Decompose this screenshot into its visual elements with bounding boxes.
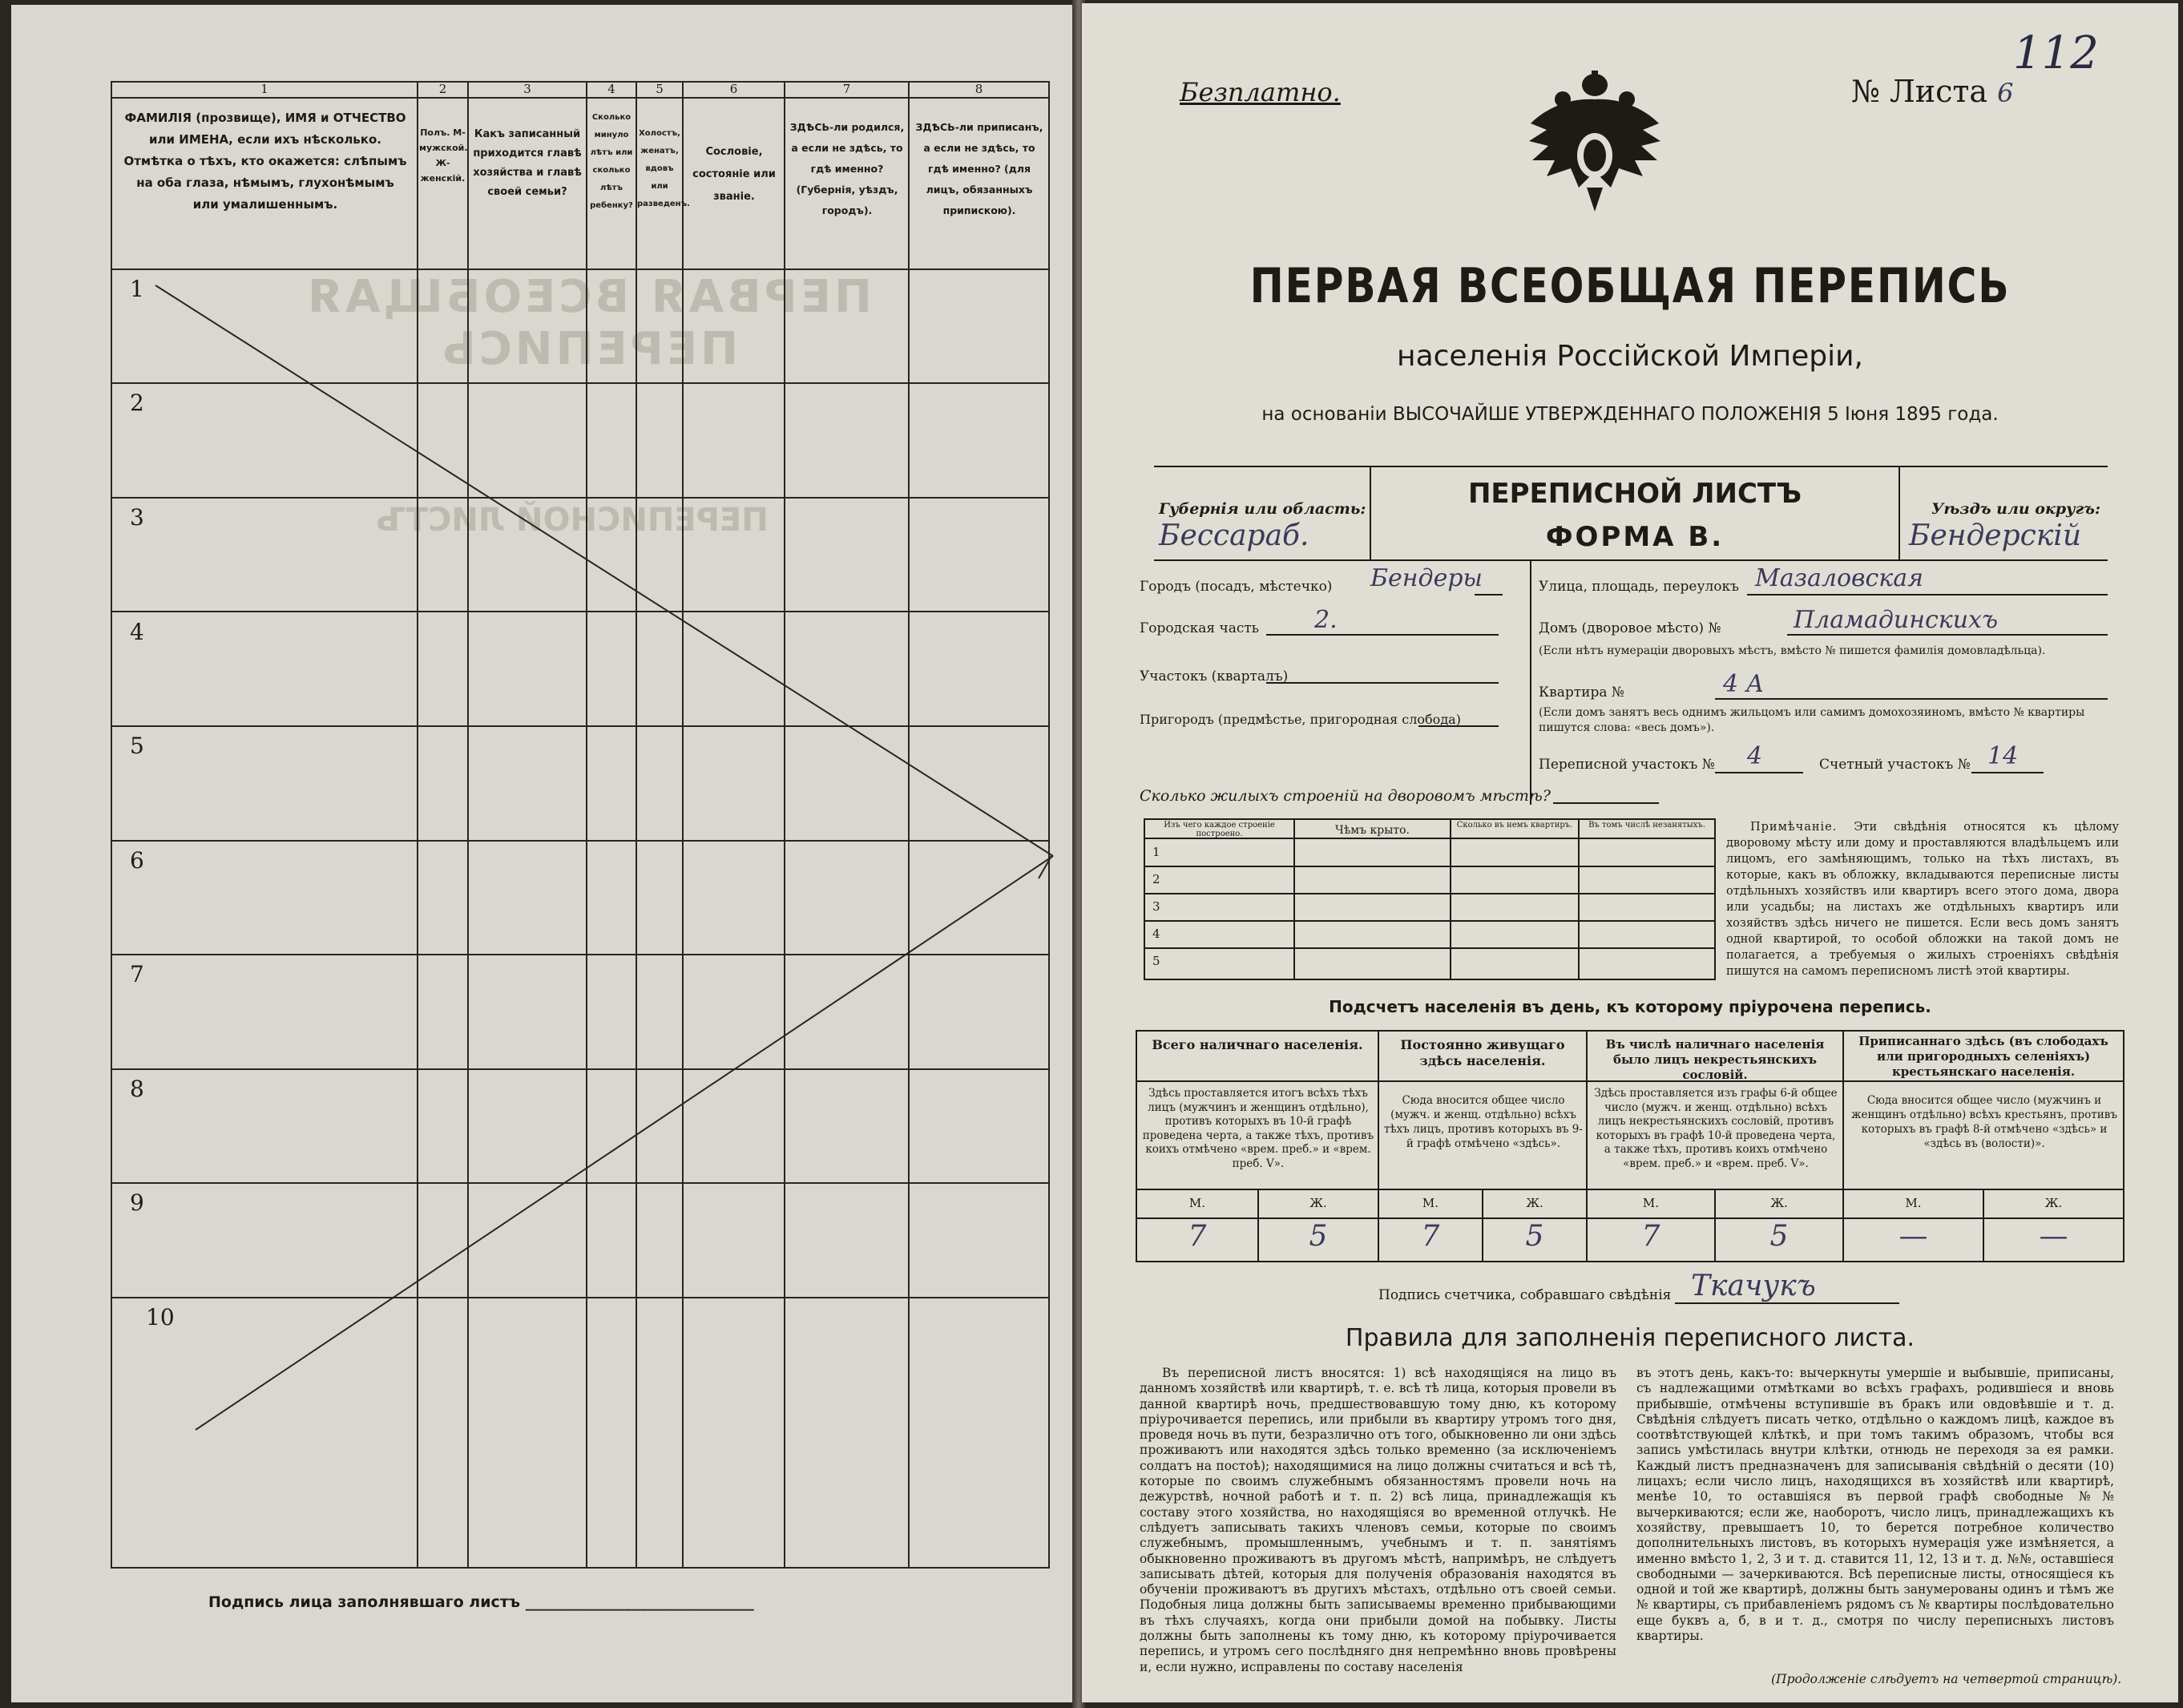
rules-right-column: въ этотъ день, какъ-то: вычеркнуты умершіе и выбывшіе, приписаны, съ надлежащими отмѣтками во всѣхъ графахъ, родившіеся и вновь прибывшіе, отмѣчены вступившіе въ бракъ или овдовѣвшіе и т. д. Свѣдѣнія слѣдуетъ писать четко, отдѣльно о каждомъ лицѣ, каждое въ соотвѣтствующей клѣткѣ, и при томъ такимъ образомъ, чтобы вся запись умѣстилась внутри клѣтки, отнюдь не переходя за ея рамки. Каждый листъ предназначенъ для записыванія свѣдѣній о десяти (10) лицахъ; если число лицъ, находящихся въ хозяйствѣ или квартирѣ, менѣе 10, то оставшіяся въ первой графѣ свободные №№ вычеркиваются; если же, наоборотъ, число лицъ, принадлежащихъ къ хозяйству, превышаетъ 10, то берется потребное количество дополнительныхъ листовъ, въ которыхъ нумерація уже измѣняется, а именно вмѣсто 1, 2, 3 и т. д. ставится 11, 12, 13 и т. д. №№, оставшіеся свободными — зачеркиваются. Всѣ переписные листы, относящіеся къ одной и той же квартирѣ, должны быть занумерованы одинъ и тѣмъ же № квартиры, съ прибавленіемъ рядомъ съ № квартиры послѣдовательно еще буквъ а, б, в и т. д., смотря по числу переписныхъ листовъ квартиры.	[1636, 1366, 2114, 1644]
archive-number: 112	[2013, 27, 2099, 79]
row-number-9: 9	[130, 1189, 144, 1216]
house-note: (Если нѣтъ нумераціи дворовыхъ мѣстъ, вмѣсто № пишется фамилія домовладѣльца).	[1539, 644, 2046, 657]
row-number-3: 3	[130, 504, 144, 531]
col-number-8: 8	[974, 82, 983, 96]
counter-signature-value: Ткачукъ	[1691, 1270, 1816, 1302]
count-district-value: 14	[1987, 742, 2019, 770]
summary-col-3-text: Здѣсь проставляется изъ графы 6-й общее число (мужч. и женщ. отдѣльно) всѣхъ лицъ некрестьянскихъ сословій, противъ которыхъ въ графѣ 10-й проведена черта, а также тѣхъ, противъ коихъ отмѣчено «врем. преб.» и «врем. преб. V».	[1594, 1087, 1838, 1170]
col-number-3: 3	[523, 82, 531, 96]
census-district-value: 4	[1747, 742, 1763, 770]
buildings-question: Сколько жилыхъ строеній на дворовомъ мѣстѣ?	[1140, 787, 1551, 805]
city-part-value: 2.	[1314, 606, 1338, 634]
summary-col-4-text: Сюда вносится общее число (мужчинъ и женщинъ отдѣльно) всѣхъ крестьянъ, противъ которыхъ въ графѣ 8-й отмѣчено «здѣсь» и «здѣсь въ (волости)».	[1851, 1094, 2117, 1150]
house-label: Домъ (дворовое мѣсто) №	[1539, 620, 1721, 636]
right-page	[1082, 3, 2178, 1702]
apt-label: Квартира №	[1539, 684, 1624, 701]
uezd-value: Бендерскій	[1909, 519, 2081, 552]
col-number-6: 6	[729, 82, 738, 96]
summary-col-1-text: Здѣсь проставляется итогъ всѣхъ тѣхъ лицъ (мужчинъ и женщинъ отдѣльно), противъ которыхъ въ 10-й графѣ проведена черта, а также тѣхъ, противъ коихъ отмѣчено «врем. преб.» и «врем. преб. V».	[1142, 1087, 1374, 1170]
house-value: Пламадинскихъ	[1794, 606, 1998, 634]
rules-left-column: Въ переписной листъ вносятся: 1) всѣ находящіяся на лицо въ данномъ хозяйствѣ или квартирѣ, т. е. всѣ тѣ лица, которыя провели въ данной квартирѣ ночь, предшествовавшую тому дню, къ которому пріурочивается перепись, или прибыли въ квартиру утромъ того дня, проведя ночь въ пути, безразлично отъ того, обыкновенно ли они здѣсь проживаютъ или находятся здѣсь только временно (за исключеніемъ солдатъ на постоѣ); находящимися на лицо должны считаться и всѣ тѣ, которые по своимъ служебнымъ обязанностямъ провели ночь на дежурствѣ, ночной работѣ и т. п. 2) всѣ лица, принадлежащія къ составу этого хозяйства, но находящіяся во временной отлучкѣ. Не слѣдуетъ записывать такихъ членовъ семьи, которые по своимъ служебнымъ, промышленнымъ, учебнымъ и т. п. занятіямъ обыкновенно проживаютъ въ другомъ мѣстѣ, напримѣръ, не слѣдуетъ записывать дѣтей, которыя для полученія образованія находятся въ обученіи проживаютъ въ другихъ мѣстахъ, отдѣльно отъ своей семьи. Подобныя лица должны быть записываемы временно прибывающими въ тѣхъ случаяхъ, когда они прибыли домой на побывку. Листы должны быть заполнены къ тому дню, къ которому пріурочивается перепись, и утромъ сего послѣдняго дня непремѣнно вновь провѣрены и, если нужно, исправлены по составу населенія	[1140, 1366, 1616, 1674]
col-number-4: 4	[607, 82, 615, 96]
sheet-number: № Листа 6	[1851, 74, 2014, 109]
buildings-header-material: Изъ чего каждое строеніе построено.	[1164, 821, 1275, 838]
street-label: Улица, площадь, переулокъ	[1539, 579, 1739, 595]
note-block: Примѣчаніе. Эти свѣдѣнія относятся къ цѣлому дворовому мѣсту или дому и проставляются владѣльцемъ или лицомъ, его замѣняющимъ, только на тѣхъ листахъ, въ которые, какъ въ обложку, вкладываются переписные листы отдѣльныхъ хозяйствъ или квартиръ всего этого дома, двора или усадьбы; на листахъ же отдѣльныхъ квартиръ или хозяйствъ здѣсь ничего не пишется. Если весь домъ занятъ одной квартирой, то особой обложки на такой домъ не полагается, а требуемыя о жилыхъ строеніяхъ свѣдѣнія пишутся на самомъ переписномъ листѣ этой квартиры.	[1726, 821, 2119, 978]
summary-col-3-m-value: 7	[1641, 1220, 1660, 1253]
summary-col-3-m-label: М.	[1642, 1196, 1660, 1210]
col-header-estate: Сословіе, состояніе или званіе.	[692, 146, 776, 203]
summary-col-1-m-label: М.	[1188, 1196, 1206, 1210]
free-label: Безплатно.	[1180, 77, 1341, 107]
summary-title: Подсчетъ населенія въ день, къ которому пріурочена перепись.	[1329, 997, 1931, 1016]
form-subtitle: ФОРМА В.	[1545, 521, 1725, 553]
census-district-label: Переписной участокъ №	[1539, 757, 1715, 773]
col-header-relation: Какъ записанный приходится главѣ хозяйства и главѣ своей семьи?	[473, 128, 582, 198]
summary-col-4-title: Приписаннаго здѣсь (въ слободахъ или пригородныхъ селеніяхъ) крестьянскаго населенія.	[1858, 1034, 2108, 1079]
buildings-row-3: 3	[1152, 899, 1160, 914]
city-value: Бендеры	[1370, 564, 1483, 592]
buildings-row-2: 2	[1152, 872, 1160, 886]
apt-value: 4 А	[1723, 670, 1765, 698]
summary-col-1-f-value: 5	[1309, 1220, 1328, 1253]
summary-col-4-f-label: Ж.	[2044, 1196, 2063, 1210]
ghost-title: ПЕРВАЯ ВСЕОБЩАЯ ПЕРЕПИСЬ	[305, 271, 872, 375]
row-number-5: 5	[130, 733, 144, 759]
district-label: Участокъ (кварталъ)	[1140, 668, 1289, 684]
col-number-5: 5	[656, 82, 664, 96]
buildings-header-vacant: Въ томъ числѣ незанятыхъ.	[1588, 821, 1705, 830]
summary-col-4-f-value: —	[2039, 1220, 2068, 1253]
row-number-1: 1	[130, 276, 144, 302]
col-header-marital: Холостъ, женатъ, вдовъ или разведенъ.	[637, 129, 690, 208]
summary-col-2-f-label: Ж.	[1526, 1196, 1543, 1210]
city-part-label: Городская часть	[1140, 620, 1260, 636]
count-district-label: Счетный участокъ №	[1819, 757, 1971, 773]
col-number-2: 2	[438, 82, 447, 96]
gubernia-label: Губернія или область:	[1159, 500, 1366, 518]
summary-col-3-f-label: Ж.	[1770, 1196, 1788, 1210]
col-header-registration: ЗДѢСЬ-ли приписанъ, а если не здѣсь, то гдѣ именно? (для лицъ, обязанныхъ припискою).	[915, 121, 1043, 216]
row-number-7: 7	[130, 961, 144, 987]
col-header-sex: Полъ. М-мужской. Ж-женскій.	[419, 127, 468, 184]
street-value: Мазаловская	[1755, 564, 1923, 592]
col-number-7: 7	[842, 82, 851, 96]
row-number-4: 4	[130, 619, 144, 645]
counter-signature-label: Подпись счетчика, собравшаго свѣдѣнія	[1378, 1287, 1672, 1303]
subtitle: населенія Россійской Имперіи,	[1397, 340, 1863, 373]
uezd-label: Уѣздъ или округъ:	[1931, 500, 2100, 518]
rules-title: Правила для заполненія переписного листа.	[1345, 1324, 1915, 1352]
signature-label-left: Подпись лица заполнявшаго листъ ______________________________	[208, 1593, 754, 1611]
city-label: Городъ (посадъ, мѣстечко)	[1140, 579, 1333, 595]
buildings-row-4: 4	[1152, 927, 1160, 941]
col-header-age: Сколько минуло лѣтъ или сколько лѣтъ ребенку?	[590, 113, 633, 210]
summary-col-2-text: Сюда вносится общее число (мужч. и женщ. отдѣльно) всѣхъ тѣхъ лицъ, противъ которыхъ въ 9-й графѣ отмѣчено «здѣсь».	[1384, 1094, 1583, 1150]
col-number-1: 1	[260, 82, 268, 96]
left-grid	[11, 5, 1077, 1702]
buildings-header-apartments: Сколько въ немъ квартиръ.	[1456, 821, 1573, 830]
summary-col-2-title: Постоянно живущаго здѣсь населенія.	[1400, 1037, 1565, 1068]
ghost-form-title: ПЕРЕПИСНОЙ ЛИСТЪ	[376, 502, 769, 539]
gubernia-value: Бессараб.	[1159, 519, 1309, 552]
buildings-row-1: 1	[1152, 845, 1160, 859]
basis-line: на основаніи ВЫСОЧАЙШЕ УТВЕРЖДЕННАГО ПОЛОЖЕНІЯ 5 Іюня 1895 года.	[1261, 404, 1999, 425]
form-title: ПЕРЕПИСНОЙ ЛИСТЪ	[1467, 478, 1802, 510]
col-header-birthplace: ЗДѢСЬ-ли родился, а если не здѣсь, то гдѣ именно? (Губернія, уѣздъ, городъ).	[789, 121, 905, 216]
summary-col-4-m-value: —	[1899, 1220, 1928, 1253]
col-header-name: ФАМИЛІЯ (прозвище), ИМЯ и ОТЧЕСТВО или ИМЕНА, если ихъ нѣсколько. Отмѣтка о тѣхъ, кто окажется: слѣпымъ на оба глаза, нѣмымъ, глухонѣмымъ или умалишеннымъ.	[123, 111, 407, 212]
summary-col-3-f-value: 5	[1769, 1220, 1789, 1253]
summary-col-2-f-value: 5	[1525, 1220, 1544, 1253]
main-title: ПЕРВАЯ ВСЕОБЩАЯ ПЕРЕПИСЬ	[1249, 258, 2011, 314]
summary-col-4-m-label: М.	[1905, 1196, 1922, 1210]
buildings-row-5: 5	[1152, 954, 1160, 968]
apt-note: (Если домъ занятъ весь однимъ жильцомъ или самимъ домохозяиномъ, вмѣсто № квартиры пишутся слова: «весь домъ»).	[1539, 706, 2085, 734]
left-page	[11, 5, 1077, 1702]
summary-col-1-f-label: Ж.	[1309, 1196, 1327, 1210]
summary-col-1-m-value: 7	[1188, 1220, 1207, 1253]
suburb-label: Пригородъ (предмѣстье, пригородная слобода)	[1140, 712, 1461, 727]
summary-col-2-m-label: М.	[1422, 1196, 1439, 1210]
buildings-header-roof: Чѣмъ крыто.	[1335, 824, 1410, 837]
row-number-6: 6	[130, 847, 144, 874]
summary-col-1-title: Всего наличнаго населенія.	[1152, 1037, 1363, 1052]
row-number-2: 2	[130, 390, 144, 416]
rules-continued: (Продолженіе слѣдуетъ на четвертой страницѣ).	[1771, 1672, 2122, 1686]
summary-col-3-title: Въ числѣ наличнаго населенія было лицъ некрестьянскихъ сословій.	[1605, 1037, 1825, 1082]
row-number-10: 10	[146, 1304, 175, 1330]
row-number-8: 8	[130, 1076, 144, 1102]
summary-col-2-m-value: 7	[1421, 1220, 1440, 1253]
